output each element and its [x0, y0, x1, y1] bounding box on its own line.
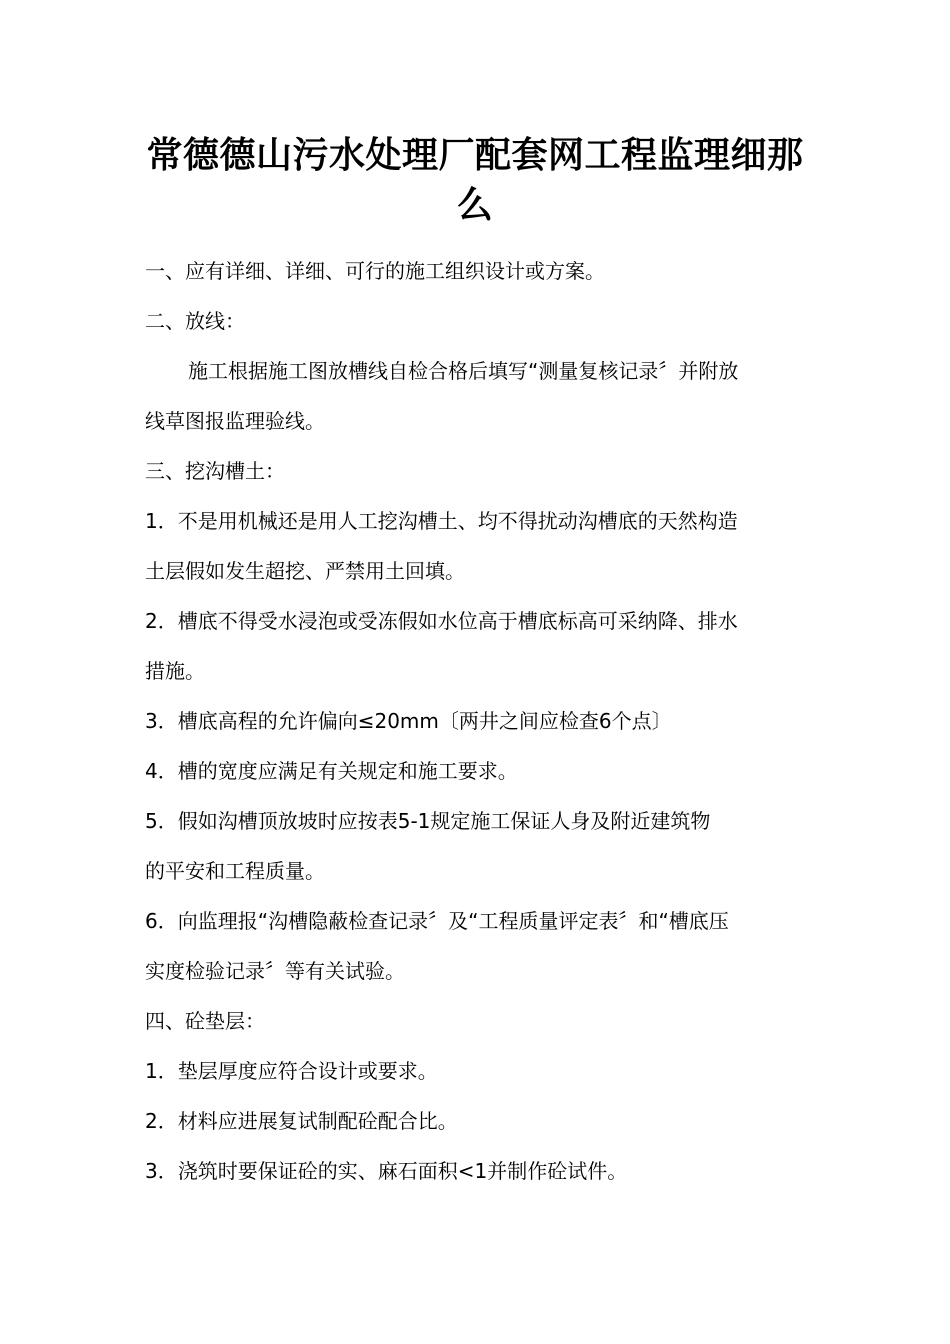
list-item: 2．材料应进展复试制配砼配合比。 — [145, 1109, 458, 1133]
paragraph-line: 线草图报监理验线。 — [145, 409, 325, 433]
section-3-heading: 三、挖沟槽土： — [145, 459, 285, 483]
section-4-heading: 四、砼垫层： — [145, 1009, 265, 1033]
list-item: 1．垫层厚度应符合设计或要求。 — [145, 1059, 438, 1083]
section-1-heading: 一、应有详细、详细、可行的施工组织设计或方案。 — [145, 259, 605, 283]
list-item: 4．槽的宽度应满足有关规定和施工要求。 — [145, 759, 518, 783]
list-item: 6．向监理报“沟槽隐蔽检查记录〞及“工程质量评定表〞和“槽底压 — [145, 909, 729, 933]
paragraph-line: 土层假如发生超挖、严禁用土回填。 — [145, 559, 465, 583]
list-item: 5．假如沟槽顶放坡时应按表5-1规定施工保证人身及附近建筑物 — [145, 809, 711, 833]
list-item: 2．槽底不得受水浸泡或受冻假如水位高于槽底标高可采纳降、排水 — [145, 609, 738, 633]
paragraph-line: 施工根据施工图放槽线自检合格后填写“测量复核记录〞并附放 — [188, 359, 739, 383]
section-2-heading: 二、放线： — [145, 309, 245, 333]
list-item: 3．槽底高程的允许偏向≤20mm〔两井之间应检查6个点〕 — [145, 709, 672, 733]
paragraph-line: 的平安和工程质量。 — [145, 859, 325, 883]
list-item: 3．浇筑时要保证砼的实、麻石面积<1并制作砼试件。 — [145, 1159, 628, 1183]
document-title: 常德德山污水处理厂配套网工程监理细那么 — [146, 134, 804, 226]
paragraph-line: 措施。 — [145, 659, 205, 683]
paragraph-line: 实度检验记录〞等有关试验。 — [145, 959, 405, 983]
list-item: 1．不是用机械还是用人工挖沟槽土、均不得扰动沟槽底的天然构造 — [145, 509, 738, 533]
